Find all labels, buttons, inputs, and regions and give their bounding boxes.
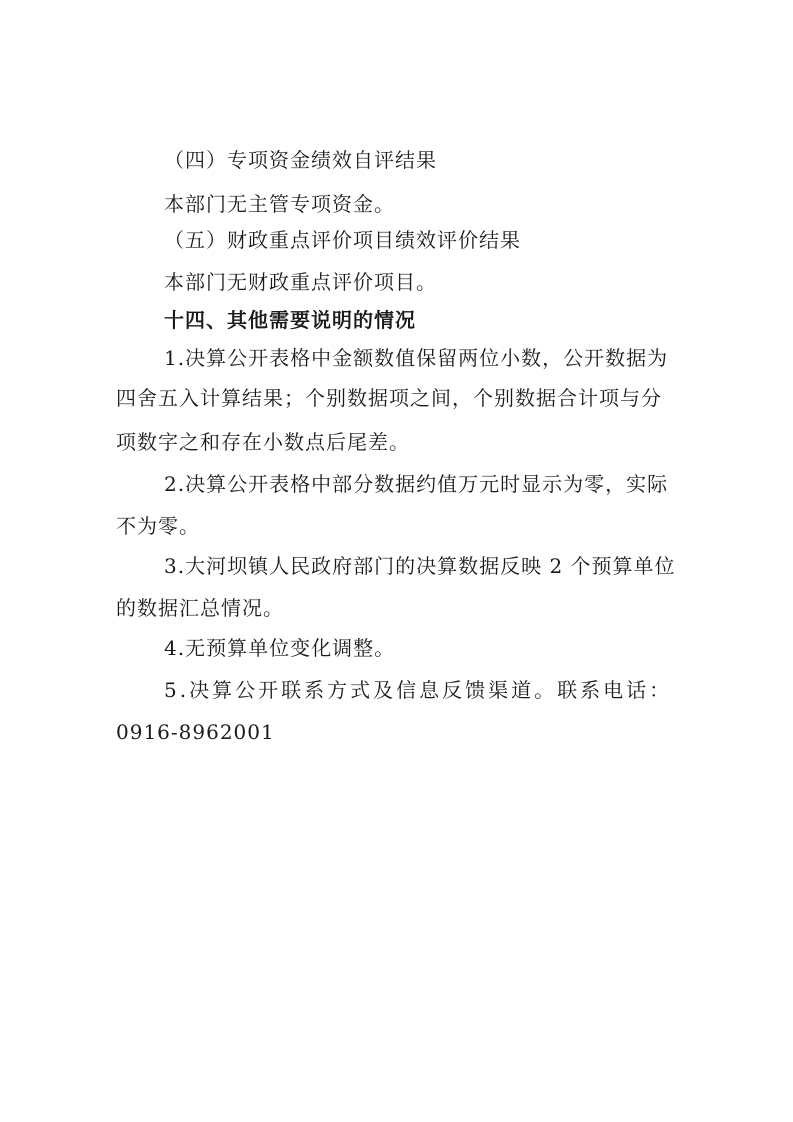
- paragraph-line: 四舍五入计算结果；个别数据项之间，个别数据合计项与分: [116, 386, 662, 410]
- paragraph-line: 项数字之和存在小数点后尾差。: [116, 430, 410, 454]
- subheading-special-funds: （四）专项资金绩效自评结果: [164, 148, 437, 172]
- paragraph-no-special-funds: 本部门无主管专项资金。: [164, 192, 395, 216]
- paragraph-line: 的数据汇总情况。: [116, 596, 284, 620]
- section-heading-other: 十四、其他需要说明的情况: [164, 308, 416, 332]
- paragraph-line: 不为零。: [116, 514, 200, 538]
- subheading-key-evaluation: （五）财政重点评价项目绩效评价结果: [164, 228, 521, 252]
- paragraph-no-key-evaluation: 本部门无财政重点评价项目。: [164, 270, 437, 294]
- contact-phone: 0916-8962001: [116, 720, 275, 744]
- paragraph-line: 4.无预算单位变化调整。: [164, 636, 396, 660]
- paragraph-line: 1.决算公开表格中金额数值保留两位小数，公开数据为: [164, 346, 669, 370]
- paragraph-line: 2.决算公开表格中部分数据约值万元时显示为零，实际: [164, 472, 669, 496]
- paragraph-line: 3.大河坝镇人民政府部门的决算数据反映 2 个预算单位: [164, 554, 676, 578]
- paragraph-line: 5.决算公开联系方式及信息反馈渠道。联系电话：: [164, 678, 673, 702]
